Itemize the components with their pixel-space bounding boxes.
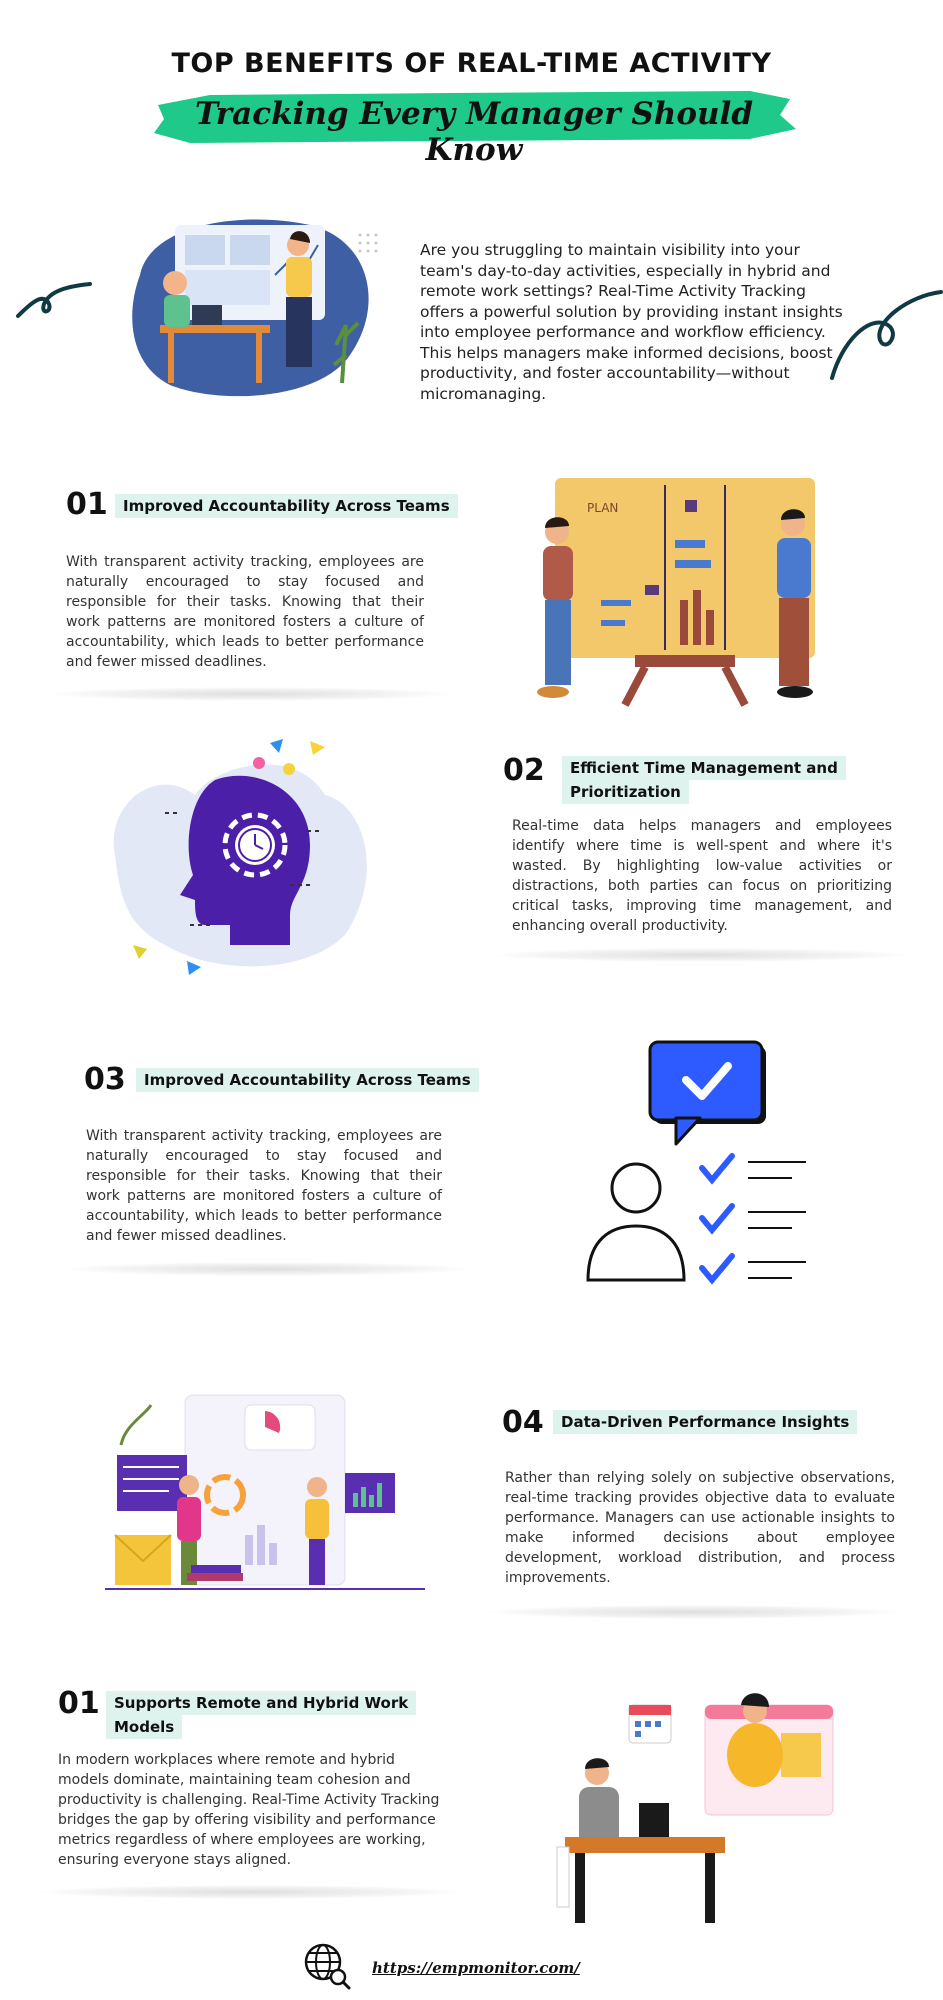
- plan-label: PLAN: [587, 501, 619, 515]
- remote-work-illustration: [555, 1675, 845, 1925]
- section-3-number: 03: [84, 1062, 126, 1097]
- intro-paragraph: Are you struggling to maintain visibility into your team's day-to-day activities, especially in hybrid and remote work settings? Real-Time Activity Tracking offers a powerful solution by providing instant insights into employee performance and workflow efficiency. This helps managers make informed decisions, boost productivity, and foster accountability—without micromanaging.: [420, 241, 843, 403]
- section-4-title: Data-Driven Performance Insights: [553, 1410, 857, 1434]
- section-1-text: With transparent activity tracking, employees are naturally encouraged to stay focused and responsible for their tasks. Knowing that their work patterns are monitored fosters a culture of accountability, which leads to better performance and fewer missed deadlines.: [66, 554, 424, 670]
- section-3-shadow: [68, 1262, 468, 1276]
- section-5-shadow: [40, 1885, 460, 1899]
- section-2-title-line2: Prioritization: [562, 780, 689, 804]
- section-2-title-line1: Efficient Time Management and: [562, 756, 846, 780]
- section-5-number: 01: [58, 1686, 100, 1721]
- section-2-text: Real-time data helps managers and employees identify where time is well-spent and where it's wasted. By highlighting low-value activities or distractions, both parties can focus on prioritizing critical tasks, improving time management, and enhancing overall productivity.: [512, 818, 892, 934]
- section-2-number: 02: [503, 753, 545, 788]
- globe-search-icon: [303, 1942, 351, 1990]
- section-2-shadow: [495, 948, 905, 962]
- section-1-number: 01: [66, 487, 108, 522]
- section-1-title: Improved Accountability Across Teams: [115, 494, 458, 518]
- section-1-shadow: [50, 687, 450, 701]
- page-title-line2: Tracking Every Manager Should Know: [194, 96, 753, 168]
- page-title-line1: TOP BENEFITS OF REAL-TIME ACTIVITY: [171, 48, 772, 79]
- swirl-decoration-left: [14, 272, 94, 324]
- section-4-shadow: [488, 1605, 898, 1619]
- plan-board-illustration: [515, 470, 845, 710]
- website-link[interactable]: https://empmonitor.com/: [372, 1959, 580, 1977]
- section-4-text: Rather than relying solely on subjective observations, real-time tracking provides objective data to evaluate performance. Managers can use actionable insights to make informed decisions about employee development, workload distribution, and process improvements.: [505, 1470, 895, 1586]
- team-dashboard-illustration: [120, 205, 390, 410]
- section-4-number: 04: [502, 1405, 544, 1440]
- section-3-title: Improved Accountability Across Teams: [136, 1068, 479, 1092]
- section-5-title-line1: Supports Remote and Hybrid Work: [106, 1691, 416, 1715]
- section-5-title-line2: Models: [106, 1715, 182, 1739]
- mind-gear-clock-illustration: [95, 735, 395, 980]
- section-3-text: With transparent activity tracking, employees are naturally encouraged to stay focused and responsible for their tasks. Knowing that their work patterns are monitored fosters a culture of accountability, which leads to better performance and fewer missed deadlines.: [86, 1128, 442, 1244]
- user-checklist-illustration: [580, 1040, 830, 1290]
- data-insights-illustration: [105, 1375, 425, 1615]
- section-5-text: In modern workplaces where remote and hybrid models dominate, maintaining team cohesion and productivity is challenging. Real-Time Activity Tracking bridges the gap by offering visibility and performance metrics regardless of where employees are working, ensuring everyone stays aligned.: [58, 1752, 440, 1868]
